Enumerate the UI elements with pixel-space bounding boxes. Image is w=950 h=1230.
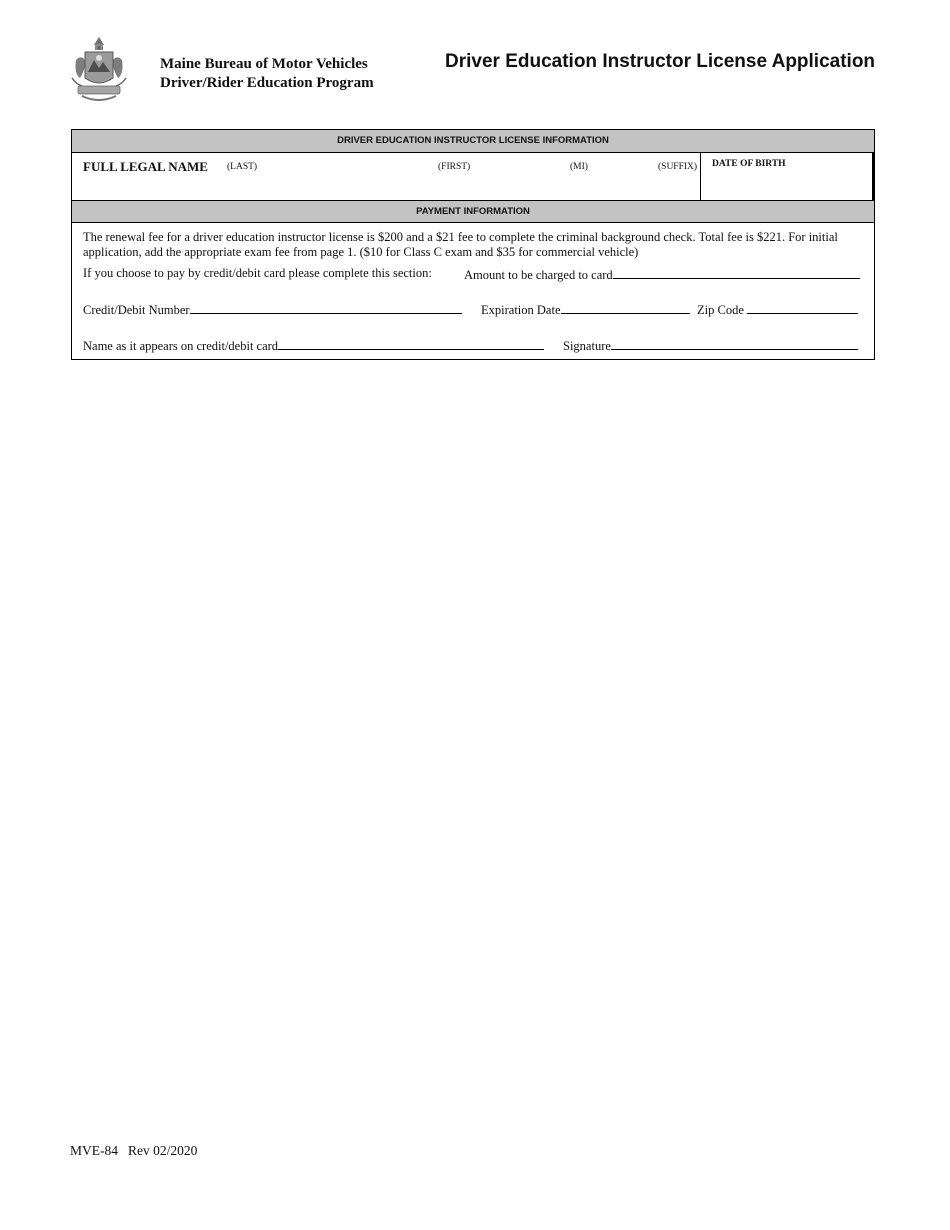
zip-code-label: Zip Code bbox=[697, 303, 744, 317]
amount-input-line[interactable] bbox=[613, 266, 860, 279]
card-number-label: Credit/Debit Number bbox=[83, 303, 190, 317]
suffix-field[interactable]: (SUFFIX) bbox=[658, 162, 698, 172]
license-info-header: DRIVER EDUCATION INSTRUCTOR LICENSE INFORMATION bbox=[72, 130, 874, 153]
fee-description: The renewal fee for a driver education instructor license is $200 and a $21 fee to complete the criminal background check. Total fee is $221. For initial application, add the appropriate exam fee from page 1. ($10 for Class C exam and $35 for commercial vehicle) bbox=[83, 230, 838, 259]
name-on-card-field[interactable] bbox=[83, 337, 544, 354]
expiration-input-line[interactable] bbox=[561, 301, 690, 314]
first-name-field[interactable]: (FIRST) bbox=[438, 162, 471, 172]
name-on-card-input-line[interactable] bbox=[278, 337, 544, 350]
signature-input-line[interactable] bbox=[611, 337, 858, 350]
expiration-date-label: Expiration Date bbox=[481, 303, 561, 317]
zip-code-field[interactable] bbox=[697, 301, 858, 318]
application-form bbox=[71, 129, 875, 360]
amount-to-charge-label: Amount to be charged to card bbox=[464, 268, 613, 282]
payment-info-header: PAYMENT INFORMATION bbox=[72, 200, 874, 223]
form-revision: Rev 02/2020 bbox=[128, 1143, 198, 1158]
card-number-field[interactable] bbox=[83, 301, 462, 318]
full-legal-name-label: FULL LEGAL NAME bbox=[83, 159, 208, 174]
name-on-card-label: Name as it appears on credit/debit card bbox=[83, 339, 279, 353]
card-prompt: If you choose to pay by credit/debit card please complete this section: bbox=[83, 266, 432, 280]
card-number-input-line[interactable] bbox=[190, 301, 462, 314]
signature-label: Signature bbox=[563, 339, 611, 353]
name-row bbox=[72, 153, 874, 200]
amount-to-charge-field[interactable] bbox=[464, 266, 860, 283]
document-title: Driver Education Instructor License Application bbox=[445, 51, 876, 72]
expiration-date-field[interactable] bbox=[481, 301, 690, 318]
form-footer bbox=[70, 1143, 197, 1159]
date-of-birth-field[interactable]: DATE OF BIRTH bbox=[712, 159, 786, 169]
agency-line-1: Maine Bureau of Motor Vehicles bbox=[160, 56, 368, 72]
form-number: MVE-84 bbox=[70, 1143, 118, 1158]
zip-code-input-line[interactable] bbox=[747, 301, 858, 314]
middle-initial-field[interactable]: (MI) bbox=[570, 162, 588, 172]
agency-name bbox=[160, 55, 374, 93]
last-name-field[interactable]: (LAST) bbox=[227, 162, 258, 172]
state-seal-logo bbox=[68, 34, 130, 104]
signature-field[interactable] bbox=[563, 337, 858, 354]
agency-line-2: Driver/Rider Education Program bbox=[160, 75, 374, 91]
dob-divider bbox=[700, 153, 701, 200]
